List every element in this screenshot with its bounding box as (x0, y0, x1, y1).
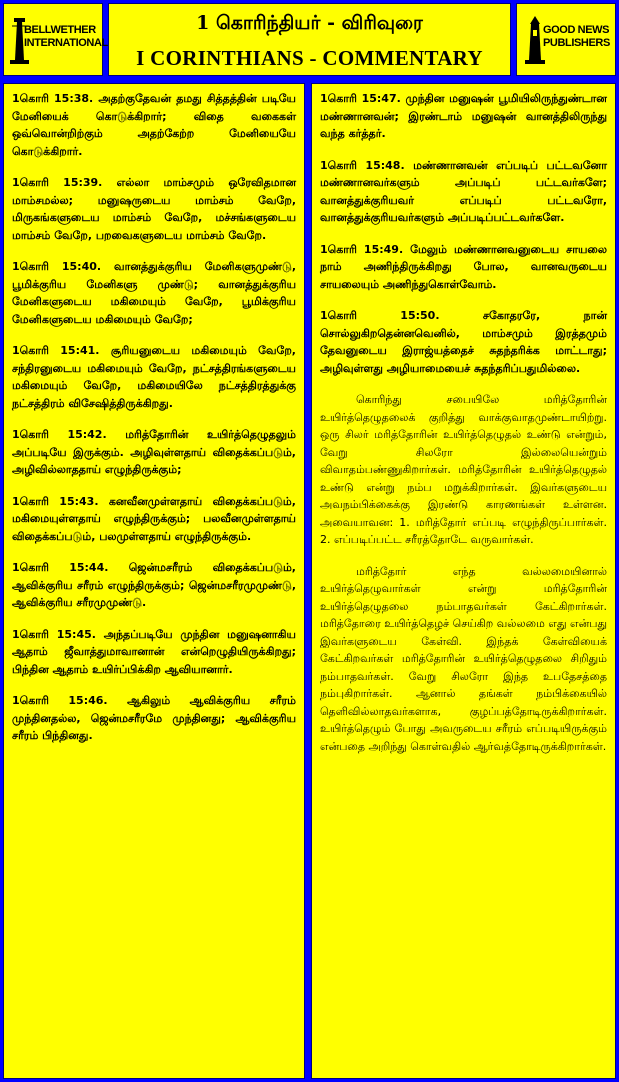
verse-text: மேலும் மண்ணானவனுடைய சாயலை நாம் அணிந்திருக்கிறது போல, வானவருடைய சாயலையும் அணிந்துகொள்வோம். (320, 242, 607, 291)
verse-item (12, 559, 296, 612)
verse-text: அதற்குதேவன் தமது சித்தத்தின் படியே மேனியைக் கொடுக்கிறார்; விதை வகைகள் ஒவ்வொன்றிற்கும் அதற்கேற்ற மேனியையே கொடுக்கிறார். (12, 92, 296, 158)
verse-text: சகோதரரே, நான் சொல்லுகிறதென்னவெனில், மாம்சமும் இரத்தமும் தேவனுடைய இராஜ்யத்தைச் சுதந்தரிக்க மாட்டாது; அழிவுள்ளது அழியாமையைச் சுதந்தரிப்பதுமில்லை. (320, 309, 607, 375)
verse-text: எல்லா மாம்சமும் ஒரேவிதமான மாம்சமல்ல; மனுஷருடைய மாம்சம் வேறே, மிருகங்களுடைய மாம்சம் வேறே, மச்சங்களுடைய மாம்சம் வேறே, பறவைகளுடைய மாம்சம் வேறே. (12, 176, 296, 242)
good-news-logo-text: GOOD NEWS PUBLISHERS (543, 24, 610, 49)
verse-ref: 1கொரி 15:39. (12, 176, 103, 189)
verse-ref: 1கொரி 15:49. (320, 242, 404, 256)
verse-text: ஆகிலும் ஆவிக்குரிய சரீரம் முந்தினதல்ல, ஜென்மசரீரமே முந்தினது; ஆவிக்குரிய சரீரம் பிந்தினது. (12, 694, 296, 742)
bellwether-logo (3, 3, 108, 76)
verse-item (12, 174, 296, 244)
bellwether-logo-text: BELLWETHER INTERNATIONAL (24, 24, 108, 49)
verse-item (12, 626, 296, 679)
verse-item (12, 692, 296, 745)
title-english: I CORINTHIANS - COMMENTARY (136, 46, 483, 70)
verse-item (320, 307, 607, 377)
title-tamil: 1 கொரிந்தியர் - விரிவுரை (196, 12, 423, 34)
verse-ref: 1கொரி 15:42. (12, 428, 107, 441)
verse-item (12, 90, 296, 160)
verse-ref: 1கொரி 15:43. (12, 494, 99, 508)
commentary-paragraph: கொரிந்து சபையிலே மரித்தோரின் உயிர்த்தெழுதலைக் குறித்து வாக்குவாதமுண்டாயிற்று. ஒரு சிலர் மரித்தோரின் உயிர்த்தெழுதல் உண்டு என்றும், வேறு சிலரோ இல்லையென்றும் விவாதம்பண்ணுகிறார்கள். மரித்தோரின் உயிர்த்தெழுதல் உண்டு என்று நம்ப மறுக்கிறார்கள். இவர்களுடைய அவநம்பிக்கைக்கு இரண்டு காரணங்கள் உள்ளன. அவையாவன: 1. மரித்தோர் எப்படி எழுந்திருப்பார்கள். 2. எப்படிப்பட்ட சரீரத்தோடே வருவார்கள். (320, 393, 607, 546)
verse-item (320, 241, 607, 294)
verse-item (12, 258, 296, 328)
verse-ref: 1கொரி 15:45. (12, 627, 96, 641)
good-news-logo (516, 3, 616, 76)
verse-item (320, 157, 607, 227)
verse-item (320, 90, 607, 143)
verse-text: அந்தப்படியே முந்தின மனுஷனாகிய ஆதாம் ஜீவாத்துமாவானான் என்றெழுதியிருக்கிறது; பிந்தின ஆதாம் உயிர்ப்பிக்கிற ஆவியானார். (12, 627, 296, 676)
verse-ref: 1கொரி 15:47. (320, 92, 401, 105)
verse-text: மண்ணானவன் எப்படிப் பட்டவனோ மண்ணானவர்களும் அப்படிப் பட்டவர்களே; வானத்துக்குரியவர் எப்படிப் பட்டவரோ, வானத்துக்குரியவர்களும் அப்படிப்பட்டவர்களே. (320, 158, 607, 224)
verse-text: சூரியனுடைய மகிமையும் வேறே, சந்திரனுடைய மகிமையும் வேறே, நட்சத்திரங்களுடைய மகிமையும் வேறே, மகிமையிலே நட்சத்திரத்துக்கு நட்சத்திரம் விசேஷித்திருக்கிறது. (12, 344, 296, 410)
verse-ref: 1கொரி 15:40. (12, 260, 102, 273)
commentary-paragraph: மரித்தோர் எந்த வல்லமையினால் உயிர்த்தெழுவார்கள் என்று மரித்தோரின் உயிர்த்தெழுதலை நம்பாதவர்கள் கேட்கிறார்கள். மரித்தோரை உயிர்த்தெழச் செய்கிற வல்லமை எது என்பது இவர்களுடைய கேள்வி. இந்தக் கேள்வியைக் கேட்கிறவர்கள் மரித்தோரின் உயிர்த்தெழுதலை சிறிதும் நம்பாதவர்கள். வேறு சிலரோ இந்த உபதேசத்தை நம்புகிறார்கள். ஆனால் தங்கள் நம்பிக்கையில் தெளிவில்லாதவர்களாக, குழப்பத்தோடிருக்கிறார்கள். உயிர்த்தெழும் போது அவருடைய சரீரம் எப்படியிருக்கும் என்பதை அறிந்து கொள்வதில் ஆர்வத்தோடிருக்கிறார்கள். (320, 564, 607, 753)
right-column (311, 83, 616, 1079)
title-panel (108, 3, 511, 76)
verse-ref: 1கொரி 15:41. (12, 344, 100, 357)
verse-text: ஜென்மசரீரம் விதைக்கப்படும், ஆவிக்குரிய சரீரம் எழுந்திருக்கும்; ஜென்மசரீரமுமுண்டு, ஆவிக்குரிய சரீரமுமுண்டு. (12, 561, 296, 609)
verse-text: முந்தின மனுஷன் பூமியிலிருந்துண்டான மண்ணானவன்; இரண்டாம் மனுஷன் வானத்திலிருந்து வந்த கர்த்தர். (320, 92, 607, 140)
verse-text: வானத்துக்குரிய மேனிகளுமுண்டு, பூமிக்குரிய மேனிகளு முண்டு; வானத்துக்குரிய மேனிகளுடைய மகிமையும் வேறே, பூமிக்குரிய மேனிகளுடைய மகிமையும் வேறே; (12, 260, 296, 326)
left-column (3, 83, 305, 1079)
verse-ref: 1கொரி 15:38. (12, 92, 94, 105)
verse-item (12, 493, 296, 546)
verse-ref: 1கொரி 15:46. (12, 694, 108, 707)
verse-ref: 1கொரி 15:50. (320, 309, 440, 322)
verse-item (12, 342, 296, 412)
verse-ref: 1கொரி 15:44. (12, 561, 109, 574)
verse-text: மரித்தோரின் உயிர்த்தெழுதலும் அப்படியே இருக்கும். அழிவுள்ளதாய் விதைக்கப்படும், அழிவில்லாததாய் எழுந்திருக்கும்; (12, 428, 296, 476)
verse-ref: 1கொரி 15:48. (320, 158, 405, 172)
verse-text: கனவீனமுள்ளதாய் விதைக்கப்படும், மகிமையுள்ளதாய் எழுந்திருக்கும்; பலவீனமுள்ளதாய் விதைக்கப்படும், பலமுள்ளதாய் எழுந்திருக்கும். (12, 494, 296, 543)
verse-item (12, 426, 296, 479)
